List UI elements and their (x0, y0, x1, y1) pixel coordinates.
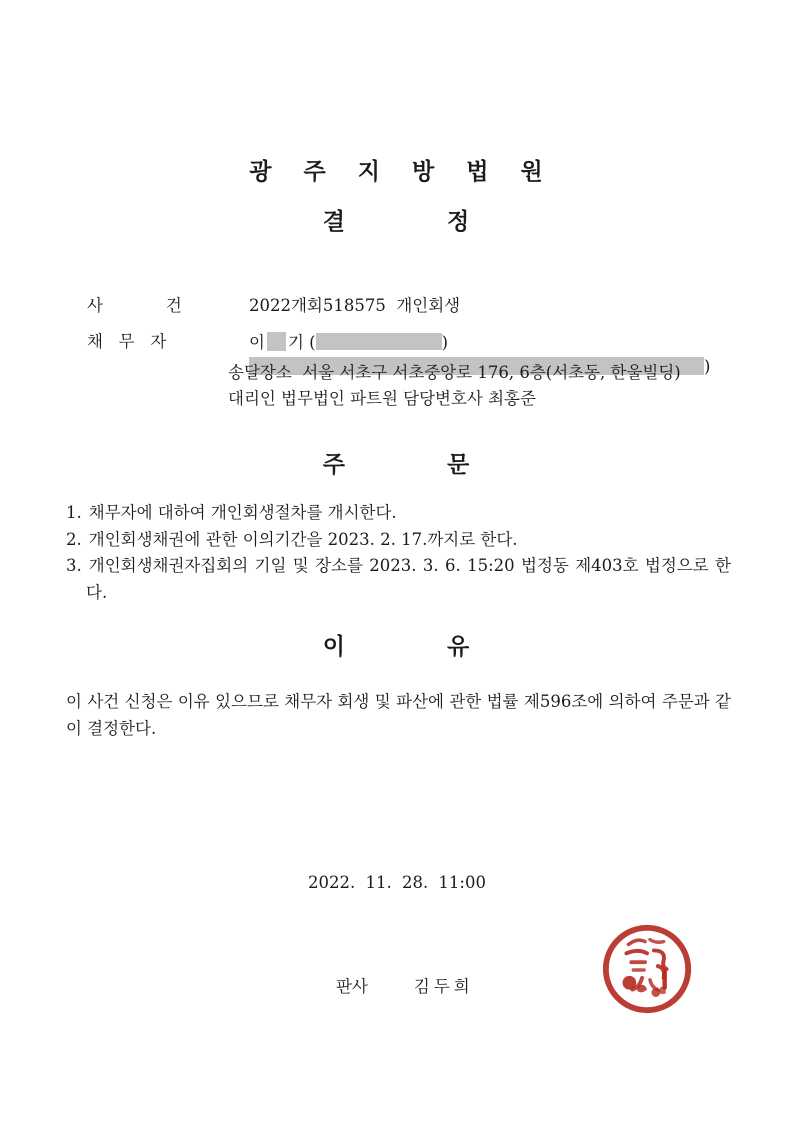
redacted-line-close: ) (703, 357, 711, 376)
court-name-heading: 광 주 지 방 법 원 (249, 159, 545, 185)
order-item-number: 2. (66, 529, 82, 549)
document-title: 결 정 (322, 209, 472, 235)
order-heading: 주 문 (322, 452, 472, 478)
judge-label: 판사 (335, 977, 368, 996)
order-item-text: 개인회생채권에 관한 이의기간을 2023. 2. 17.까지로 한다. (88, 529, 518, 549)
case-number-value: 2022개회518575 개인회생 (248, 296, 461, 315)
judge-name: 김두희 (413, 977, 474, 996)
order-item (66, 553, 731, 606)
debtor-label: 채 무 자 (86, 332, 167, 351)
debtor-name-first: 이 (248, 333, 265, 352)
order-item (66, 527, 731, 554)
order-list (66, 500, 731, 606)
debtor-paren-close: ) (441, 333, 448, 352)
judge-seal-svg (599, 921, 697, 1019)
judge-stamp-seal-icon (599, 921, 697, 1019)
order-item-text: 개인회생채권자집회의 기일 및 장소를 2023. 3. 6. 15:20 법정동 제403호 법정으로 한다. (86, 556, 731, 602)
judge-row (315, 954, 474, 1020)
reason-body: 이 사건 신청은 이유 있으므로 채무자 회생 및 파산에 관한 법률 제596조에 의하여 주문과 같이 결정한다. (66, 692, 731, 738)
order-item-number: 1. (66, 503, 82, 522)
order-item-number: 3. (66, 556, 82, 575)
representative-line: 대리인 법무법인 파트원 담당변호사 최홍준 (228, 389, 536, 408)
decision-datetime: 2022. 11. 28. 11:00 (307, 873, 486, 892)
service-address-line: 송달장소 서울 서초구 서초중앙로 176, 6층(서초동, 한울빌딩) (228, 363, 681, 382)
reason-heading: 이 유 (322, 634, 472, 660)
debtor-name-rest: 기 ( (287, 333, 316, 352)
case-label: 사 건 (86, 296, 182, 315)
order-item-text: 채무자에 대하여 개인회생절차를 개시한다. (88, 503, 397, 522)
order-item (66, 500, 731, 527)
